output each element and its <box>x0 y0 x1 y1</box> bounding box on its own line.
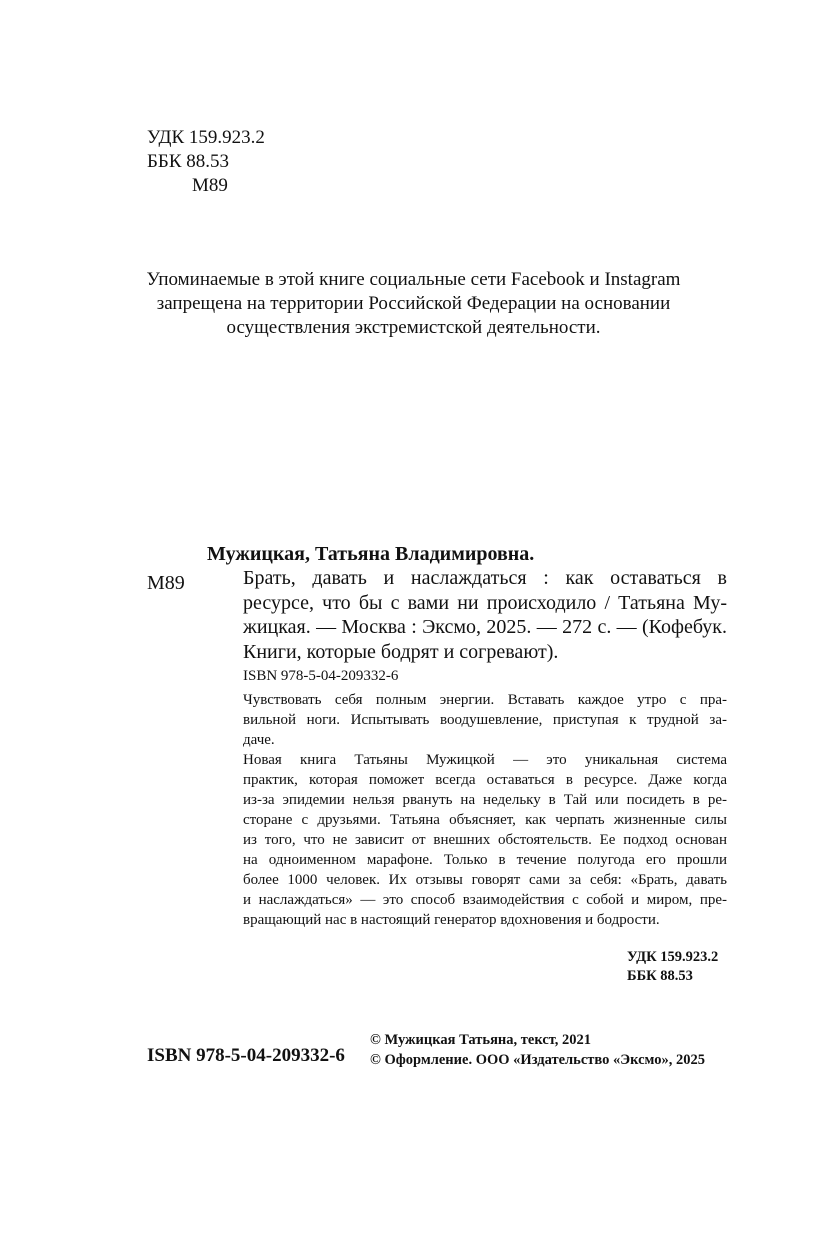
header-author-mark: М89 <box>192 175 228 196</box>
annotation-line: вильной ноги. Испытывать воодушевление, приступая к трудной за- <box>243 712 727 728</box>
classification-bbk: ББК 88.53 <box>627 968 693 984</box>
classification-codes <box>627 948 718 986</box>
annotation-line: даче. <box>243 732 275 748</box>
bibliographic-author: Мужицкая, Татьяна Владимировна. <box>207 543 535 565</box>
copyright-design: © Оформление. ООО «Издательство «Эксмо», 2025 <box>370 1052 705 1068</box>
description-line: Книги, которые бодрят и согревают). <box>243 640 559 663</box>
annotation-line: практик, которая поможет всегда оставаться в ресурсе. Даже когда <box>243 772 727 788</box>
annotation-line: сторане с друзьями. Татьяна объясняет, как черпать жизненные силы <box>243 812 727 828</box>
annotation-line: из того, что не зависит от внешних обстоятельств. Ее подход основан <box>243 832 727 848</box>
annotation-line: Чувствовать себя полным энергии. Вставать каждое утро с пра- <box>243 692 727 708</box>
annotation-line: из-за эпидемии нельзя рвануть на недельку в Тай или посидеть в ре- <box>243 792 727 808</box>
annotation-line: более 1000 человек. Их отзывы говорят сами за себя: «Брать, давать <box>243 872 727 888</box>
notice-line: запрещена на территории Российской Федерации на основании <box>156 293 671 314</box>
annotation-line: на одноименном марафоне. Только в течение полугода его прошли <box>243 852 727 868</box>
bibliographic-description <box>243 566 727 664</box>
social-networks-notice <box>100 268 727 340</box>
annotation-line: Новая книга Татьяны Мужицкой — это уникальная система <box>243 752 727 768</box>
annotation-line: и наслаждаться» — это способ взаимодействия с собой и миром, пре- <box>243 892 727 908</box>
copyright-text: © Мужицкая Татьяна, текст, 2021 <box>370 1032 592 1048</box>
description-line: ресурсе, что бы с вами ни происходило / Татьяна Му- <box>243 591 727 614</box>
annotation <box>243 690 727 930</box>
classification-udk: УДК 159.923.2 <box>627 949 719 965</box>
notice-line: Упоминаемые в этой книге социальные сети Facebook и Instagram <box>146 269 681 290</box>
copyright-block <box>370 1030 705 1070</box>
bibliographic-isbn: ISBN 978-5-04-209332-6 <box>243 668 399 684</box>
notice-line: осуществления экстремистской деятельности. <box>226 317 601 338</box>
annotation-line: вращающий нас в настоящий генератор вдохновения и бодрости. <box>243 912 660 928</box>
description-line: Брать, давать и наслаждаться : как оставаться в <box>243 567 727 589</box>
footer-isbn: ISBN 978-5-04-209332-6 <box>147 1045 345 1066</box>
header-bbk: ББК 88.53 <box>147 151 229 172</box>
header-classification-codes <box>147 126 265 198</box>
description-line: жицкая. — Москва : Эксмо, 2025. — 272 с. — (Кофебук. <box>243 616 727 638</box>
bibliographic-author-mark: М89 <box>147 572 185 594</box>
header-udk: УДК 159.923.2 <box>147 127 265 148</box>
